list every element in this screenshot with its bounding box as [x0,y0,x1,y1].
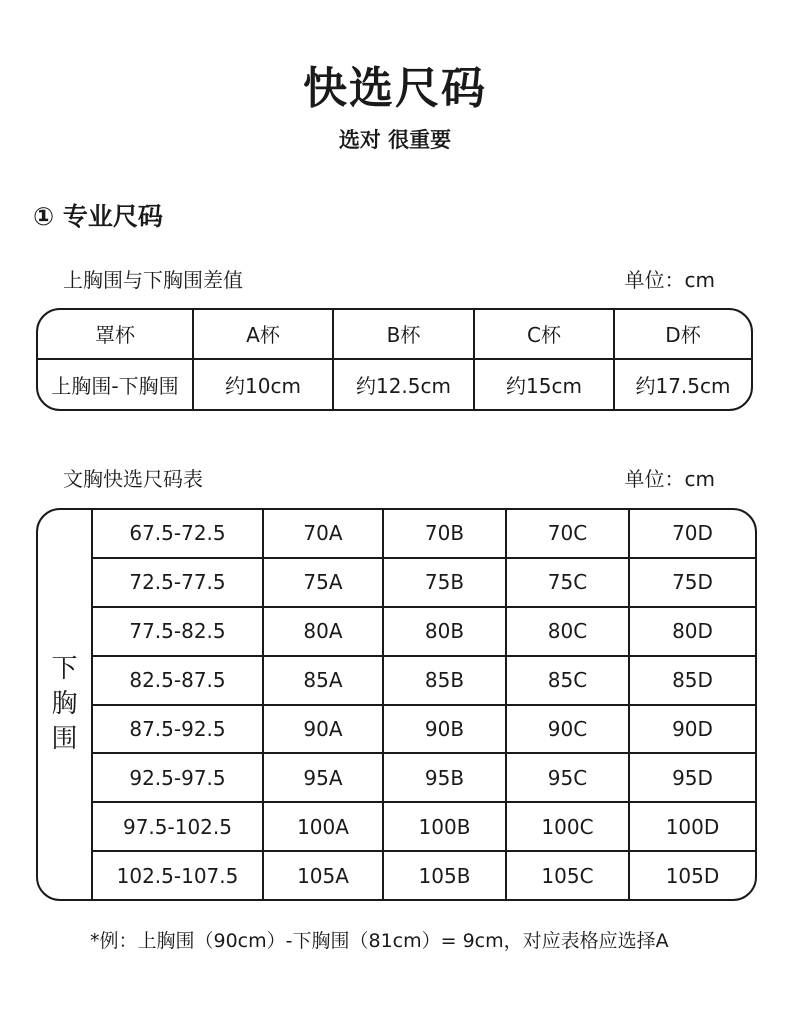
size-cell: 70A [264,510,384,559]
size-table-caption: 文胸快选尺码表 [63,467,203,491]
underbust-range-cell: 102.5-107.5 [93,852,264,899]
table-cell: 约10cm [194,360,334,410]
size-cell: 100B [384,803,507,852]
size-cell: 105D [665,863,720,888]
side-label-char: 围 [51,724,78,754]
side-label-char: 下 [51,654,78,684]
size-cell: 90D [630,706,755,755]
diff-table-caption: 上胸围与下胸围差值 [63,268,243,292]
size-cell: 70C [507,510,630,559]
size-cell: 90C [507,706,630,755]
size-table-unit: 单位：cm [624,467,715,491]
underbust-range-cell: 77.5-82.5 [93,608,264,657]
size-cell: 100C [507,803,630,852]
underbust-range-cell: 97.5-102.5 [93,803,264,852]
size-cell: 100D [630,803,755,852]
section-title: ① 专业尺码 [33,202,163,231]
table-header-cell: 罩杯 [38,310,194,360]
size-cell: 95C [507,754,630,803]
table-header-cell: A杯 [194,310,334,360]
size-cell: 105B [384,852,507,899]
underbust-range-cell: 82.5-87.5 [93,657,264,706]
table-cell: 约17.5cm [635,373,731,398]
diff-table-unit: 单位：cm [624,268,715,292]
size-cell: 95B [384,754,507,803]
table-cell: 约12.5cm [334,360,475,410]
table-cell: 上胸围-下胸围 [38,360,194,410]
underbust-range-cell: 87.5-92.5 [93,706,264,755]
table-header-cell: B杯 [334,310,475,360]
size-cell: 80B [384,608,507,657]
size-cell: 70D [630,510,755,559]
page-subtitle: 选对 很重要 [338,128,452,152]
page-title: 快选尺码 [303,63,487,114]
size-cell: 95A [264,754,384,803]
size-cell: 105C [507,852,630,899]
size-cell: 90B [384,706,507,755]
size-cell: 95D [630,754,755,803]
size-cell: 85D [630,657,755,706]
size-cell: 75A [264,559,384,608]
size-cell: 85B [384,657,507,706]
size-cell: 80C [507,608,630,657]
size-cell: 75D [630,559,755,608]
cup-difference-table [36,308,753,411]
size-cell: 100A [264,803,384,852]
size-cell: 80D [630,608,755,657]
size-cell: 85C [507,657,630,706]
side-label-char: 胸 [51,689,78,719]
underbust-range-cell: 67.5-72.5 [93,510,264,559]
size-cell: 70B [384,510,507,559]
underbust-side-label [38,510,93,899]
size-cell: 75C [507,559,630,608]
size-cell: 85A [264,657,384,706]
size-cell: 90A [264,706,384,755]
underbust-range-cell: 72.5-77.5 [93,559,264,608]
size-cell: 75B [384,559,507,608]
table-cell: 约15cm [475,360,615,410]
size-cell: 105A [264,852,384,899]
table-header-cell: D杯 [615,310,751,360]
size-cell: 80A [264,608,384,657]
table-header-cell: C杯 [475,310,615,360]
underbust-range-cell: 92.5-97.5 [93,754,264,803]
bra-size-table [36,508,757,901]
example-footnote: *例：上胸围（90cm）-下胸围（81cm）= 9cm，对应表格应选择A [90,930,669,952]
